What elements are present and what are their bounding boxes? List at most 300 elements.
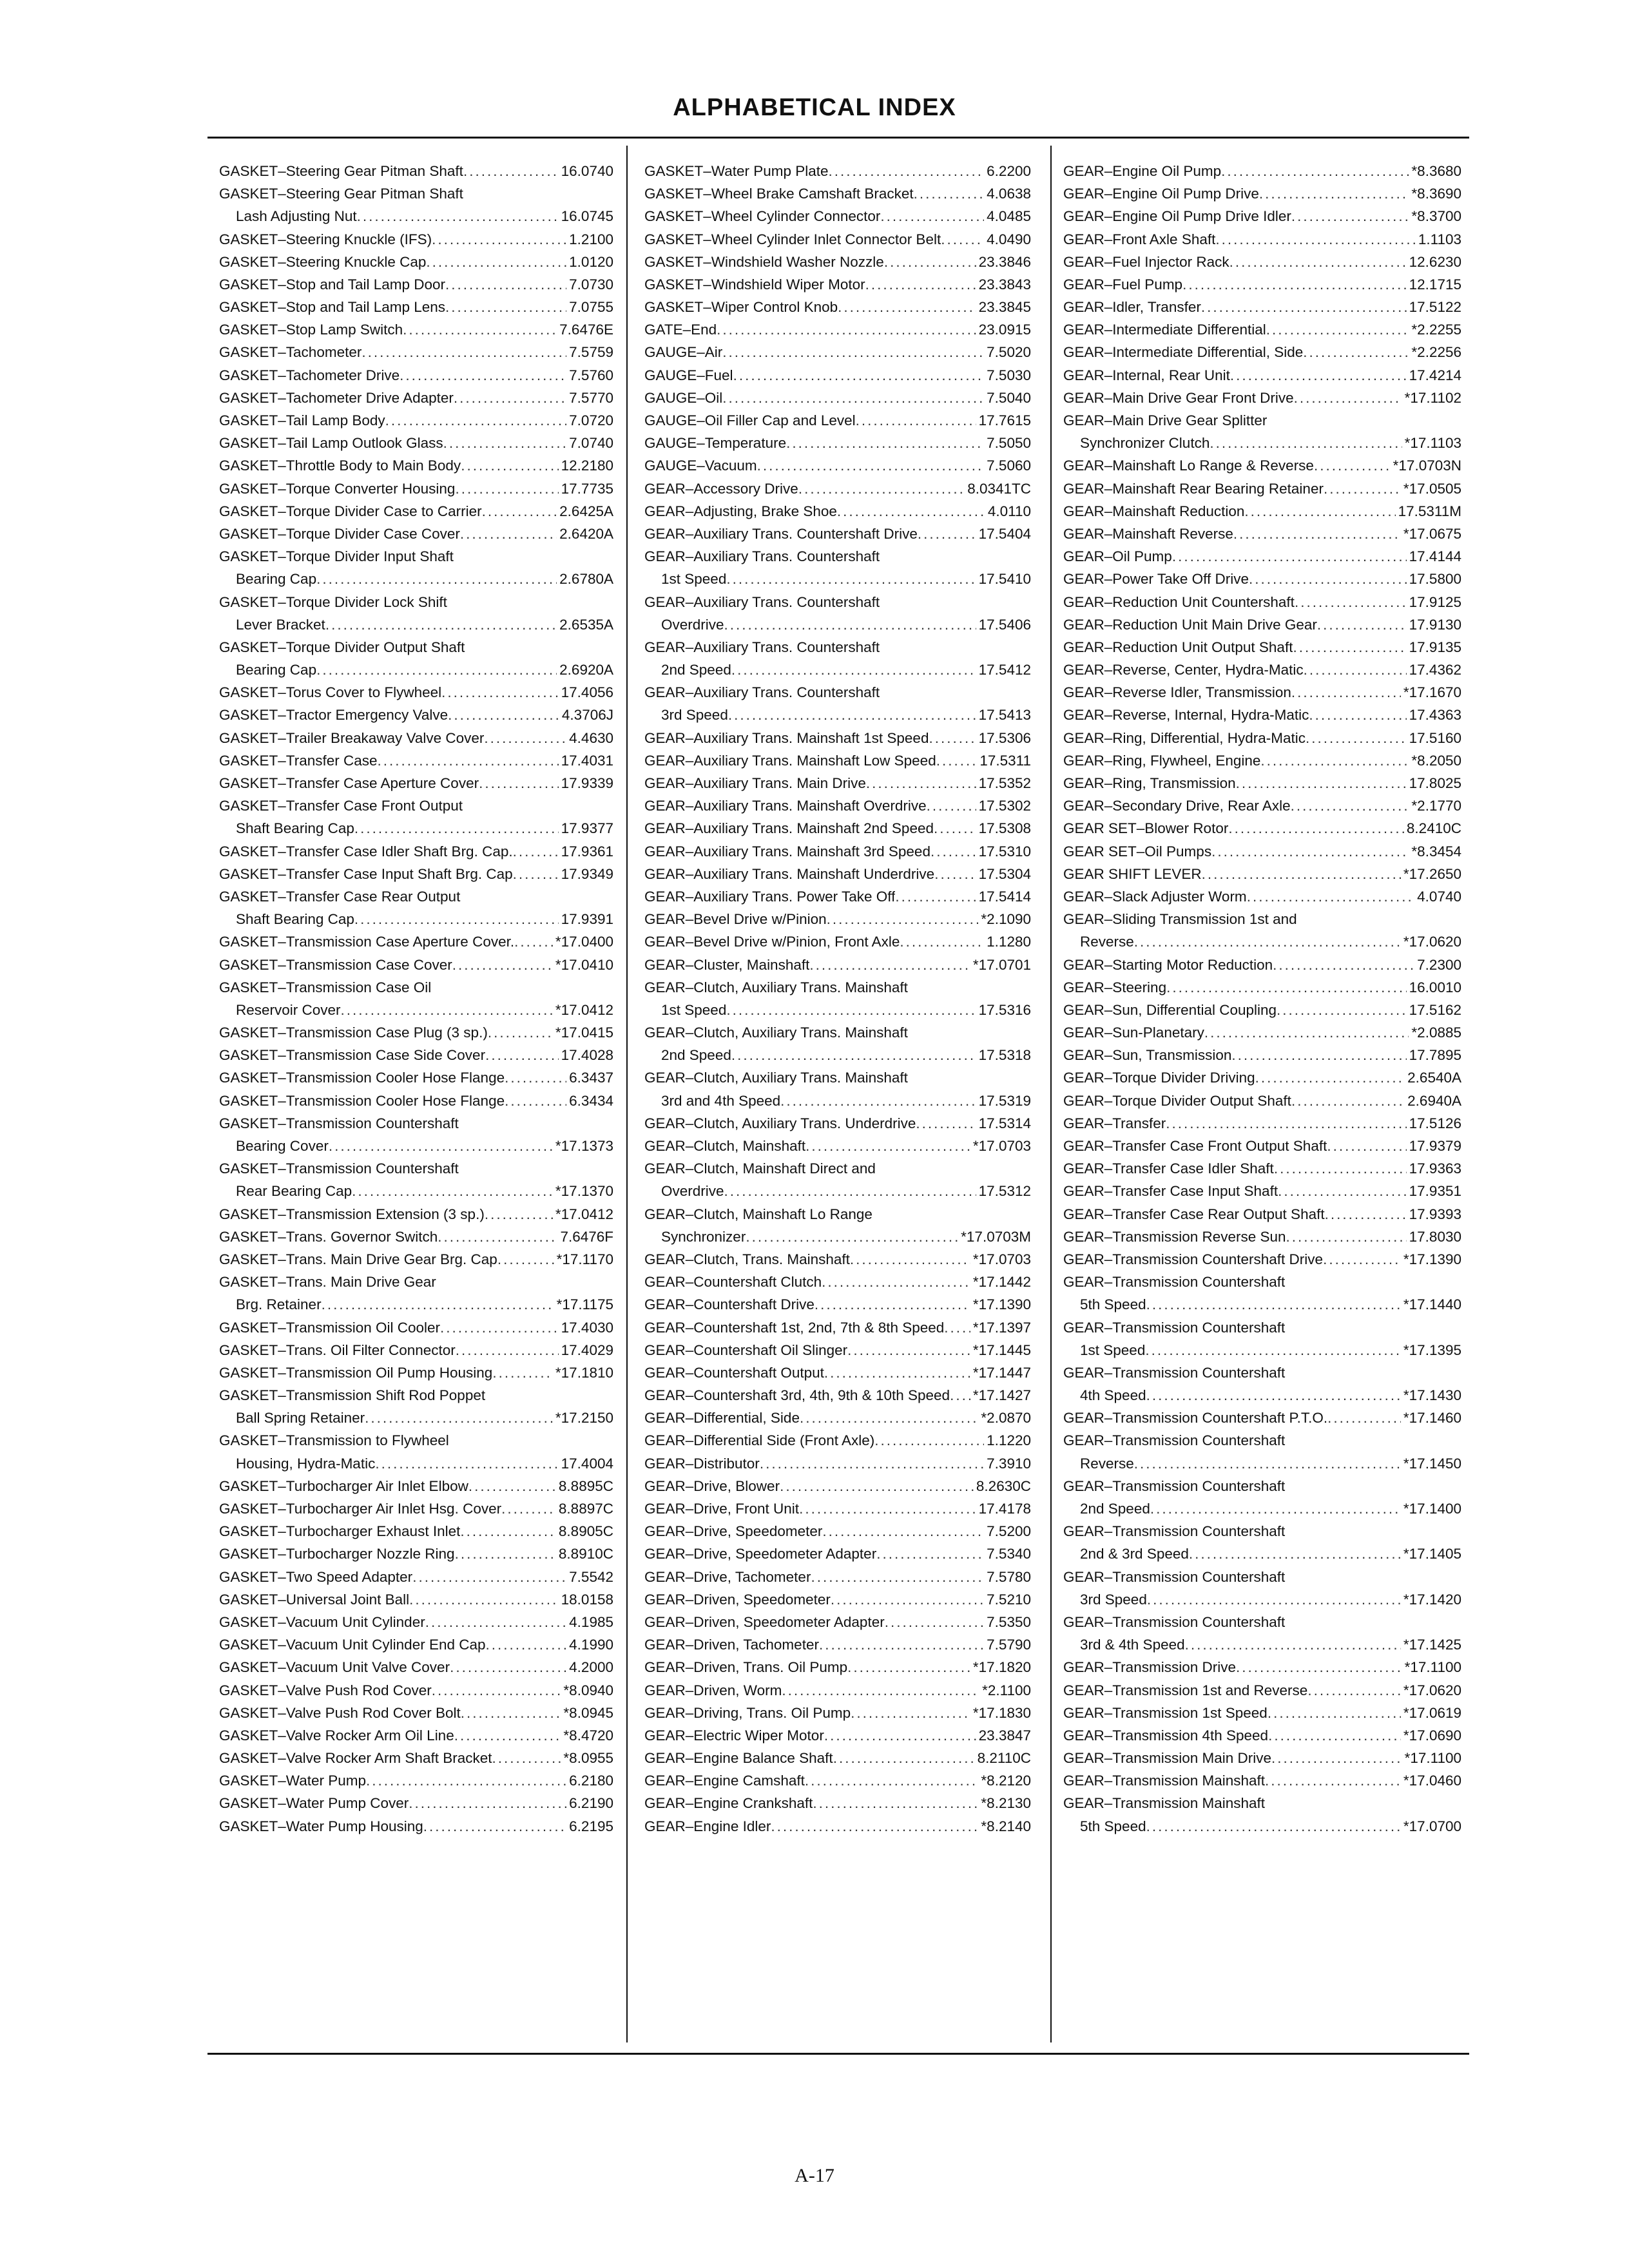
index-entry (644, 1611, 1031, 1633)
index-entry-label: GEAR–Front Axle Shaft (1063, 231, 1216, 247)
index-entry-label: GEAR–Transfer Case Rear Output Shaft (1063, 1206, 1325, 1222)
index-entry-label: GASKET–Turbocharger Exhaust Inlet (219, 1523, 461, 1540)
index-entry-label: 5th Speed (1080, 1296, 1146, 1313)
index-entry (1063, 1566, 1461, 1588)
index-entry-label: 3rd and 4th Speed (661, 1092, 781, 1109)
index-entry-label: GEAR–Engine Crankshaft (644, 1795, 813, 1812)
index-entry-section-number: *8.4720 (563, 1727, 613, 1744)
dot-leader (833, 1747, 975, 1769)
index-entry (1063, 1815, 1461, 1838)
index-entry (219, 1611, 613, 1633)
index-entry (219, 205, 613, 227)
index-entry (644, 613, 1031, 636)
index-entry-label: Reservoir Cover (236, 1001, 341, 1018)
index-entry (219, 1225, 613, 1248)
index-entry-label: GEAR–Countershaft Output (644, 1364, 824, 1381)
index-entry (644, 341, 1031, 364)
index-entry (1063, 432, 1461, 454)
index-entry-label: GEAR–Slack Adjuster Worm (1063, 888, 1247, 905)
index-entry (644, 205, 1031, 227)
index-entry (644, 591, 1031, 613)
index-column-3 (1063, 160, 1461, 1838)
index-entry-label: GEAR–Transmission Main Drive (1063, 1750, 1271, 1767)
dot-leader (354, 817, 559, 840)
index-entry (1063, 885, 1461, 908)
index-entry-label: Reverse (1080, 1455, 1134, 1472)
dot-leader (461, 454, 558, 477)
index-entry (644, 1293, 1031, 1316)
dot-leader (1233, 523, 1401, 545)
index-entry-label: GEAR–Accessory Drive (644, 480, 798, 497)
index-entry-section-number: 23.3843 (978, 276, 1031, 293)
index-entry (219, 1815, 613, 1838)
index-entry-label: GASKET–Transfer Case Rear Output (219, 888, 461, 905)
dot-leader (760, 1452, 984, 1475)
index-entry-label: GEAR–Clutch, Auxiliary Trans. Mainshaft (644, 1024, 908, 1041)
index-entry (219, 364, 613, 387)
index-entry-section-number: *17.0703 (972, 1251, 1031, 1267)
index-entry-label: Synchronizer Clutch (1080, 435, 1210, 452)
index-entry (1063, 1497, 1461, 1520)
index-entry-label: GEAR–Distributor (644, 1455, 760, 1472)
index-entry-label: GEAR SHIFT LEVER (1063, 865, 1202, 882)
index-entry-label: GEAR–Auxiliary Trans. Mainshaft Overdrive (644, 798, 927, 814)
index-entry (644, 954, 1031, 976)
index-entry (644, 228, 1031, 251)
index-entry (1063, 1384, 1461, 1407)
index-entry-label: GASKET–Valve Push Rod Cover Bolt (219, 1704, 461, 1721)
index-entry-label: GEAR–Torque Divider Driving (1063, 1070, 1255, 1086)
index-entry-label: GEAR–Reverse Idler, Transmission (1063, 684, 1291, 701)
dot-leader (484, 727, 566, 749)
index-entry-label: GEAR–Power Take Off Drive (1063, 571, 1249, 588)
index-entry-section-number: *17.1670 (1403, 684, 1461, 701)
index-entry-label: GASKET–Trailer Breakaway Valve Cover (219, 729, 485, 746)
index-entry-section-number: 17.5412 (978, 662, 1031, 678)
dot-leader (403, 318, 557, 341)
index-entry (644, 432, 1031, 454)
index-entry-section-number: *17.1170 (556, 1251, 613, 1267)
index-entry (644, 251, 1031, 273)
index-entry-label: GASKET–Throttle Body to Main Body (219, 457, 461, 474)
dot-leader (1204, 1021, 1409, 1044)
index-entry (1063, 794, 1461, 817)
page-title: ALPHABETICAL INDEX (673, 94, 956, 121)
dot-leader (847, 1656, 970, 1678)
index-entry-section-number: 2.6920A (559, 662, 613, 678)
index-entry-section-number: 2.6780A (559, 571, 613, 588)
dot-leader (851, 1702, 970, 1724)
index-entry-section-number: 1.0120 (569, 253, 613, 270)
index-entry-label: GEAR–Transfer Case Front Output Shaft (1063, 1138, 1327, 1155)
dot-leader (1304, 658, 1407, 681)
index-entry (219, 1633, 613, 1656)
index-entry-section-number: 17.5162 (1409, 1001, 1461, 1018)
index-entry (219, 477, 613, 500)
dot-leader (1259, 182, 1409, 205)
index-entry-label: GASKET–Torque Divider Lock Shift (219, 593, 447, 610)
index-entry (644, 1497, 1031, 1520)
index-entry-label: Bearing Cap (236, 571, 317, 588)
index-entry-section-number: *17.1425 (1403, 1637, 1461, 1653)
index-entry-label: GASKET–Windshield Wiper Motor (644, 276, 865, 293)
index-entry-section-number: 17.5122 (1409, 299, 1461, 316)
index-entry (1063, 1611, 1461, 1633)
index-entry-section-number: *17.1810 (555, 1364, 613, 1381)
index-entry (644, 908, 1031, 930)
index-entry (1063, 205, 1461, 227)
dot-leader (425, 1611, 566, 1633)
index-entry-label: GEAR–Clutch, Mainshaft Direct and (644, 1160, 876, 1177)
dot-leader (929, 727, 976, 749)
index-entry-section-number: 17.9339 (561, 775, 613, 792)
index-entry-label: GAUGE–Fuel (644, 367, 733, 383)
dot-leader (722, 341, 984, 363)
dot-leader (492, 1361, 553, 1384)
index-entry-label: 1st Speed (661, 571, 727, 588)
dot-leader (876, 1542, 984, 1565)
index-entry-label: GEAR–Differential Side (Front Axle) (644, 1432, 875, 1449)
index-entry-label: GEAR–Transmission Countershaft Drive (1063, 1251, 1324, 1267)
dot-leader (1268, 1724, 1401, 1747)
index-entry-label: GEAR–Reduction Unit Main Drive Gear (1063, 616, 1317, 633)
dot-leader (1182, 273, 1407, 296)
index-entry-section-number: 17.9379 (1409, 1138, 1461, 1155)
index-entry (219, 1021, 613, 1044)
index-entry-section-number: 4.0740 (1417, 888, 1461, 905)
index-entry-label: GEAR–Drive, Speedometer (644, 1523, 823, 1540)
index-entry (1063, 727, 1461, 749)
index-entry (644, 1475, 1031, 1497)
dot-leader (914, 182, 985, 205)
index-entry-section-number: 8.8905C (558, 1523, 613, 1540)
dot-leader (479, 772, 559, 794)
index-entry (219, 1203, 613, 1225)
dot-leader (799, 1497, 976, 1520)
index-entry (219, 523, 613, 545)
dot-leader (501, 1497, 556, 1520)
index-entry-label: GASKET–Transmission Case Cover (219, 956, 452, 973)
index-entry-section-number: 7.0720 (569, 412, 613, 429)
index-entry (1063, 477, 1461, 500)
index-entry (644, 772, 1031, 794)
index-entry (219, 1520, 613, 1542)
index-entry-section-number: 17.5160 (1409, 729, 1461, 746)
dot-leader (505, 1066, 566, 1089)
dot-leader (361, 341, 566, 363)
index-entry (219, 681, 613, 704)
index-entry-section-number: 17.8030 (1409, 1228, 1461, 1245)
index-entry-label: GEAR–Clutch, Auxiliary Trans. Mainshaft (644, 979, 908, 995)
index-entry-section-number: 17.7895 (1409, 1047, 1461, 1064)
index-entry-section-number: 8.0341TC (967, 480, 1031, 497)
index-entry-section-number: 17.4363 (1409, 707, 1461, 724)
index-entry-label: GEAR–Steering (1063, 979, 1167, 995)
dot-leader (800, 1407, 978, 1429)
index-entry-label: GASKET–Water Pump Plate (644, 162, 829, 179)
index-entry-section-number: *17.2150 (555, 1410, 613, 1427)
index-entry (219, 1157, 613, 1180)
index-entry (1063, 772, 1461, 794)
index-entry (1063, 1157, 1461, 1180)
index-entry (644, 409, 1031, 432)
index-entry-section-number: *17.0460 (1403, 1773, 1461, 1789)
index-entry-section-number: *17.1397 (972, 1319, 1031, 1336)
index-entry-label: GAUGE–Oil (644, 389, 723, 406)
index-entry-label: GASKET–Transmission Countershaft (219, 1115, 459, 1131)
index-entry-label: GEAR–Transmission Countershaft (1063, 1568, 1286, 1585)
index-entry-label: GEAR–Driven, Trans. Oil Pump (644, 1659, 848, 1676)
dot-leader (1229, 251, 1407, 273)
index-entry (219, 1475, 613, 1497)
index-entry-label: GASKET–Transmission Countershaft (219, 1160, 459, 1177)
index-entry-label: GASKET–Tail Lamp Outlook Glass (219, 435, 443, 452)
dot-leader (438, 1225, 557, 1248)
index-entry-section-number: *17.1400 (1403, 1501, 1461, 1517)
dot-leader (916, 1112, 976, 1135)
index-entry-section-number: *17.1370 (555, 1183, 613, 1200)
index-entry-section-number: 17.9391 (561, 911, 613, 928)
index-entry-section-number: 4.0490 (987, 231, 1031, 247)
index-entry (1063, 954, 1461, 976)
page-number: A-17 (795, 2165, 834, 2186)
index-entry-label: Housing, Hydra-Matic (236, 1455, 376, 1472)
index-entry-section-number: *17.0675 (1403, 525, 1461, 542)
index-entry-label: GEAR–Torque Divider Output Shaft (1063, 1092, 1291, 1109)
index-entry-label: Shaft Bearing Cap (236, 820, 354, 837)
dot-leader (824, 1361, 970, 1384)
index-entry-section-number: 17.8025 (1409, 775, 1461, 792)
index-entry (219, 387, 613, 409)
index-entry-section-number: 17.5319 (978, 1092, 1031, 1109)
index-entry (1063, 1769, 1461, 1792)
dot-leader (1260, 749, 1409, 772)
index-entry-label: GEAR–Engine Oil Pump Drive Idler (1063, 208, 1291, 225)
index-entry-section-number: 18.0158 (561, 1591, 613, 1608)
index-entry-section-number: 1.2100 (569, 231, 613, 247)
index-entry (644, 454, 1031, 477)
index-entry-label: GEAR–Driven, Speedometer Adapter (644, 1613, 885, 1630)
dot-leader (497, 1248, 554, 1271)
index-entry-label: GEAR–Mainshaft Reduction (1063, 503, 1245, 519)
index-entry-label: GASKET–Transfer Case Input Shaft Brg. Cap (219, 865, 513, 882)
index-entry-section-number: 17.5800 (1409, 571, 1461, 588)
index-entry (219, 930, 613, 953)
dot-leader (1247, 885, 1414, 908)
dot-leader (482, 500, 557, 523)
dot-leader (944, 1316, 970, 1339)
dot-leader (950, 1384, 970, 1407)
index-entry (644, 1157, 1031, 1180)
index-entry-label: GASKET–Transfer Case (219, 752, 378, 769)
index-entry-label: GASKET–Transmission Cooler Hose Flange (219, 1070, 505, 1086)
index-entry-section-number: *8.2140 (981, 1818, 1031, 1834)
index-entry-section-number: 8.8897C (558, 1501, 613, 1517)
index-entry-label: 2nd Speed (661, 1047, 731, 1064)
index-entry-label: Shaft Bearing Cap (236, 911, 354, 928)
index-entry-section-number: 17.5126 (1409, 1115, 1461, 1131)
index-entry-section-number: 4.4630 (569, 729, 613, 746)
index-entry-section-number: 17.9130 (1409, 616, 1461, 633)
index-entry-section-number: 23.3847 (978, 1727, 1031, 1744)
dot-leader (824, 1724, 976, 1747)
index-entry-section-number: *2.1090 (981, 911, 1031, 928)
index-entry (219, 545, 613, 568)
index-entry (1063, 1090, 1461, 1112)
dot-leader (884, 251, 976, 273)
dot-leader (827, 908, 979, 930)
dot-leader (460, 523, 557, 545)
index-entry-section-number: 17.5311 (979, 752, 1031, 769)
index-entry-section-number: *17.1100 (1404, 1750, 1461, 1767)
index-entry (1063, 1430, 1461, 1452)
index-entry-section-number: 7.0740 (569, 435, 613, 452)
index-entry (219, 273, 613, 296)
index-entry-label: Lash Adjusting Nut (236, 208, 357, 225)
dot-leader (454, 1724, 561, 1747)
dot-leader (409, 1588, 559, 1611)
index-entry (644, 681, 1031, 704)
index-entry-label: GEAR–Oil Pump (1063, 548, 1172, 565)
index-entry (219, 863, 613, 885)
index-entry-label: GEAR–Clutch, Auxiliary Trans. Underdrive (644, 1115, 916, 1131)
index-entry-label: GEAR–Reduction Unit Countershaft (1063, 593, 1295, 610)
dot-leader (847, 1339, 970, 1361)
dot-leader (375, 1452, 558, 1475)
index-entry-label: GEAR–Drive, Front Unit (644, 1501, 800, 1517)
index-entry (1063, 1588, 1461, 1611)
index-entry (219, 1384, 613, 1407)
dot-leader (1323, 1248, 1401, 1271)
index-entry-section-number: 4.0485 (987, 208, 1031, 225)
index-entry (644, 1225, 1031, 1248)
index-entry (1063, 863, 1461, 885)
index-entry-label: GEAR–Ring, Flywheel, Engine (1063, 752, 1261, 769)
dot-leader (513, 863, 559, 885)
dot-leader (357, 205, 559, 227)
index-entry-section-number: 7.0730 (569, 276, 613, 293)
index-entry-label: GASKET–Transmission Case Plug (3 sp.) (219, 1024, 488, 1041)
dot-leader (492, 1747, 561, 1769)
dot-leader (325, 613, 557, 636)
index-entry-label: GASKET–Valve Rocker Arm Shaft Bracket (219, 1750, 492, 1767)
index-entry-section-number: 4.2000 (569, 1659, 613, 1676)
dot-leader (455, 1542, 556, 1565)
index-entry-label: GEAR SET–Oil Pumps (1063, 843, 1212, 860)
index-entry-label: GEAR–Drive, Blower (644, 1477, 780, 1494)
index-entry (644, 1271, 1031, 1293)
dot-leader (831, 1588, 984, 1611)
index-entry-section-number: *17.0412 (555, 1001, 613, 1018)
index-entry (644, 1815, 1031, 1838)
dot-leader (927, 794, 976, 817)
index-entry-section-number: 17.5410 (978, 571, 1031, 588)
index-entry-label: GASKET–Turbocharger Air Inlet Hsg. Cover (219, 1501, 502, 1517)
index-entry-section-number: *17.1427 (972, 1387, 1031, 1404)
dot-leader (815, 1293, 970, 1316)
dot-leader (1146, 1293, 1401, 1316)
index-entry-section-number: 6.2180 (569, 1773, 613, 1789)
index-entry (644, 1542, 1031, 1565)
index-entry-label: GEAR–Mainshaft Reverse (1063, 525, 1233, 542)
index-entry (644, 1656, 1031, 1678)
index-entry (219, 794, 613, 817)
index-entry (219, 454, 613, 477)
index-entry-section-number: *17.1175 (556, 1296, 613, 1313)
index-entry (644, 999, 1031, 1021)
index-entry-label: GEAR–Countershaft 3rd, 4th, 9th & 10th Speed (644, 1387, 950, 1404)
dot-leader (432, 228, 566, 251)
dot-leader (514, 930, 553, 953)
index-entry-section-number: *17.0619 (1403, 1704, 1461, 1721)
index-entry-section-number: 6.3434 (569, 1092, 613, 1109)
index-entry (644, 794, 1031, 817)
dot-leader (426, 251, 566, 273)
index-entry-label: GASKET–Tachometer Drive Adapter (219, 389, 454, 406)
index-entry (219, 1566, 613, 1588)
index-entry (1063, 749, 1461, 772)
index-entry-section-number: *17.1442 (972, 1274, 1031, 1291)
bottom-rule (207, 2053, 1469, 2055)
dot-leader (1327, 1407, 1401, 1429)
index-entry-section-number: 12.6230 (1409, 253, 1461, 270)
index-entry-label: Synchronizer (661, 1228, 746, 1245)
index-entry-label: 5th Speed (1080, 1818, 1146, 1834)
dot-leader (856, 409, 976, 432)
dot-leader (1295, 591, 1407, 613)
index-entry-section-number: 1.1103 (1418, 231, 1461, 247)
dot-leader (936, 749, 978, 772)
dot-leader (874, 1429, 984, 1452)
index-entry-label: GAUGE–Air (644, 344, 723, 361)
dot-leader (885, 1611, 984, 1633)
index-entry-label: GEAR–Clutch, Trans. Mainshaft (644, 1251, 850, 1267)
index-entry (1063, 500, 1461, 523)
index-entry (1063, 1452, 1461, 1475)
index-entry-section-number: 7.5759 (569, 344, 613, 361)
dot-leader (900, 930, 984, 953)
index-entry-section-number: 7.5020 (987, 344, 1031, 361)
index-entry (1063, 1271, 1461, 1293)
dot-leader (1291, 205, 1409, 227)
index-entry-section-number: *17.0412 (555, 1206, 613, 1222)
index-entry-label: GEAR–Main Drive Gear Front Drive (1063, 389, 1294, 406)
dot-leader (1215, 228, 1415, 251)
index-entry (1063, 704, 1461, 727)
index-entry (644, 930, 1031, 953)
index-entry (219, 341, 613, 364)
index-entry-label: GEAR–Auxiliary Trans. Mainshaft Low Speed (644, 752, 936, 769)
index-entry-label: GASKET–Tractor Emergency Valve (219, 707, 448, 724)
dot-leader (1230, 364, 1407, 387)
index-entry (219, 885, 613, 908)
index-entry-section-number: *8.3700 (1411, 208, 1461, 225)
dot-leader (1274, 1157, 1407, 1180)
index-entry-label: GEAR–Transmission Mainshaft (1063, 1795, 1266, 1812)
index-entry-label: GEAR–Reverse, Internal, Hydra-Matic (1063, 707, 1309, 724)
index-entry (1063, 1135, 1461, 1157)
index-entry (1063, 273, 1461, 296)
dot-leader (895, 885, 976, 908)
index-entry (219, 1361, 613, 1384)
index-entry-section-number: *17.1447 (972, 1364, 1031, 1381)
index-entry (644, 477, 1031, 500)
index-entry (1063, 454, 1461, 477)
index-entry-label: GEAR–Transmission 4th Speed (1063, 1727, 1269, 1744)
index-entry-section-number: 7.5542 (569, 1568, 613, 1585)
index-entry-section-number: 4.1990 (569, 1637, 613, 1653)
index-entry (1063, 1792, 1461, 1815)
